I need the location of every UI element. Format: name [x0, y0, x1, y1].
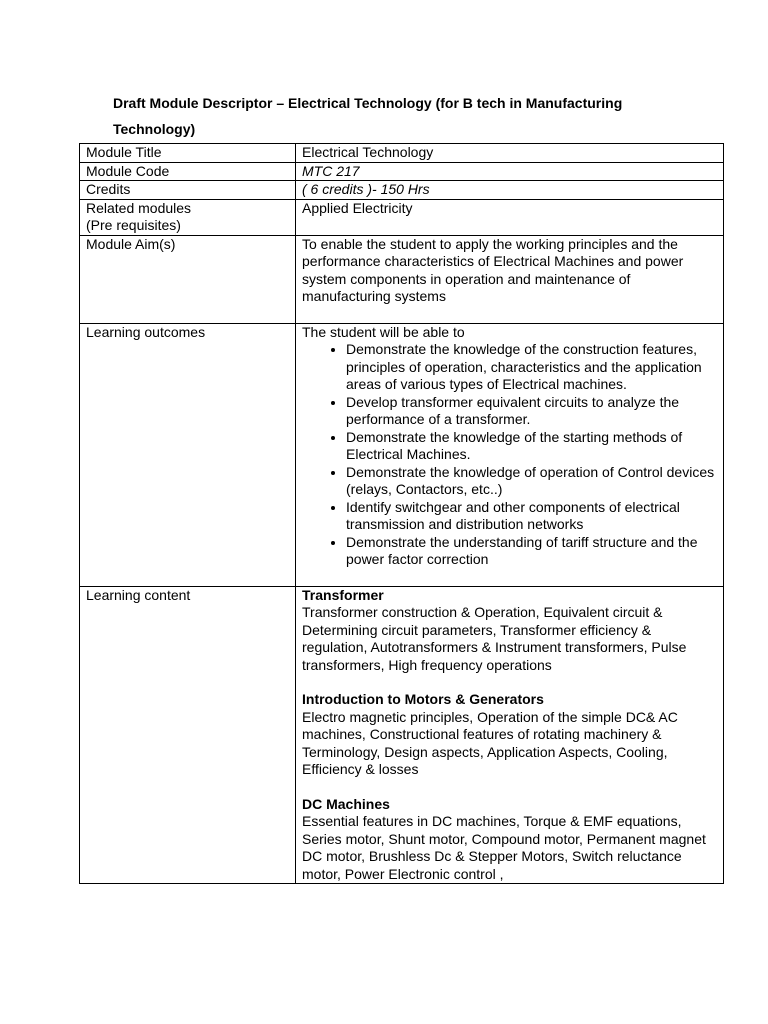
module-code-value: MTC 217 — [296, 162, 724, 181]
list-item: • Demonstrate the knowledge of the construction features, principles of operation, characteristics and the application areas of various types of Electrical machines. — [346, 341, 717, 394]
table-row-related-modules — [80, 199, 724, 235]
module-title-value: Electrical Technology — [296, 144, 724, 163]
section-body: Transformer construction & Operation, Equivalent circuit & Determining circuit parameters, Transformer efficiency & regulation, Autotransformers & Instrument transformers, Pulse transformers, High frequency operations — [302, 604, 687, 673]
module-code-label: Module Code — [80, 162, 296, 181]
content-section-dc-machines — [302, 796, 717, 884]
module-descriptor-table — [79, 143, 724, 884]
list-item: • Demonstrate the knowledge of the starting methods of Electrical Machines. — [346, 429, 717, 464]
learning-content-label: Learning content — [80, 586, 296, 884]
section-title: DC Machines — [302, 795, 390, 812]
learning-content-value — [296, 586, 724, 884]
list-item: • Demonstrate the understanding of tariff structure and the power factor correction — [346, 534, 717, 569]
section-title: Transformer — [302, 586, 384, 603]
learning-outcomes-value — [296, 323, 724, 586]
learning-outcomes-label: Learning outcomes — [80, 323, 296, 586]
content-section-transformer — [302, 587, 717, 675]
credits-value: ( 6 credits )- 150 Hrs — [296, 181, 724, 200]
table-row-module-code — [80, 162, 724, 181]
module-aims-value: To enable the student to apply the working principles and the performance characteristics of Electrical Machines and power system components in operation and maintenance of manufacturing systems — [296, 235, 724, 323]
related-modules-label — [80, 199, 296, 235]
table-row-learning-outcomes — [80, 323, 724, 586]
table-row-module-title — [80, 144, 724, 163]
document-title: Draft Module Descriptor – Electrical Technology (for B tech in Manufacturing Technology) — [113, 95, 623, 137]
table-row-module-aims — [80, 235, 724, 323]
section-title: Introduction to Motors & Generators — [302, 691, 544, 707]
related-modules-label-line1: Related modules — [86, 199, 192, 216]
learning-outcomes-list — [302, 341, 717, 569]
list-item: • Identify switchgear and other components of electrical transmission and distribution networks — [346, 499, 717, 534]
section-body: Electro magnetic principles, Operation of the simple DC& AC machines, Constructional features of rotating machinery & Terminology, Design aspects, Application Aspects, Cooling, Efficiency & losses — [302, 708, 678, 777]
section-body: Essential features in DC machines, Torque & EMF equations, Series motor, Shunt motor, Compound motor, Permanent magnet DC motor, Brushless Dc & Stepper Motors, Switch reluctance motor, Power Electronic control , — [302, 813, 706, 882]
credits-label: Credits — [80, 181, 296, 200]
table-row-credits — [80, 181, 724, 200]
related-modules-label-line2: (Pre requisites) — [86, 217, 181, 233]
related-modules-value: Applied Electricity — [296, 199, 724, 235]
list-item: • Demonstrate the knowledge of operation of Control devices (relays, Contactors, etc..) — [346, 464, 717, 499]
module-aims-label: Module Aim(s) — [80, 235, 296, 323]
learning-outcomes-intro: The student will be able to — [302, 323, 465, 340]
table-row-learning-content — [80, 586, 724, 884]
module-title-label: Module Title — [80, 144, 296, 163]
content-section-motors-generators — [302, 691, 717, 779]
list-item: • Develop transformer equivalent circuits to analyze the performance of a transformer. — [346, 394, 717, 429]
